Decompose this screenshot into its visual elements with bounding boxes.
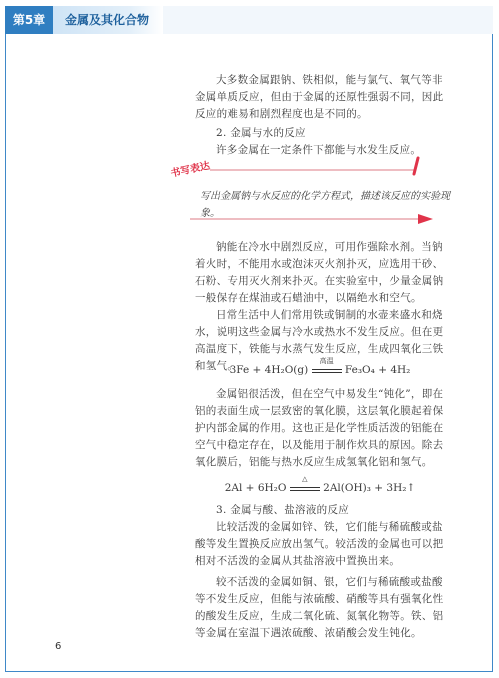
section3-heading: 3. 金属与酸、盐溶液的反应 [216, 504, 350, 516]
equation-2 [195, 475, 445, 497]
chapter-tag: 第5章 [5, 6, 53, 34]
intro-block [195, 72, 445, 159]
exercise-text: 写出金属钠与水反应的化学方程式，描述该反应的实验现象。 [200, 191, 450, 219]
intro-paragraph: 大多数金属跟钠、铁相似，能与氯气、氧气等非金属单质反应，但由于金属的还原性强弱不同，因此反应的难易和剧烈程度也是不同的。 [195, 74, 444, 120]
equation-1-arrow [312, 357, 342, 373]
section3-block [195, 502, 445, 642]
section3-paragraph-1: 比较活泼的金属如锌、铁，它们能与稀硫酸或盐酸等发生置换反应放出氢气。较活泼的金属也可以把相对不活泼的金属从其盐溶液中置换出来。 [195, 521, 444, 567]
exercise-badge: 书写表达 [169, 160, 212, 180]
equation-1-condition: 高温 [319, 357, 334, 365]
equation-1-right: Fe₃O₄ + 4H₂ [344, 364, 411, 376]
body-paragraph-1: 钠能在冷水中剧烈反应，可用作强除水剂。当钠着火时，不能用水或泡沫灭火剂扑灭，应选用干砂、石粉、专用灭火剂来扑灭。在实验室中，少量金属钠一般保存在煤油或石蜡油中，以隔绝水和空气。 [195, 241, 444, 304]
chapter-header [5, 6, 493, 36]
exercise-bottom-line [190, 212, 435, 226]
equation-2-left: 2Al + 6H₂O [224, 482, 287, 494]
section2-lead: 许多金属在一定条件下都能与水发生反应。 [216, 144, 422, 156]
equation-2-arrow [290, 475, 320, 491]
equation-2-right: 2Al(OH)₃ + 3H₂↑ [323, 482, 416, 494]
body-paragraph-2: 日常生活中人们常用铁或铜制的水壶来盛水和烧水，说明这些金属与冷水或热水不发生反应。但在更高温度下，铁能与水蒸气发生反应，生成四氧化三铁和氢气。 [195, 309, 444, 372]
chapter-title: 金属及其化合物 [53, 6, 163, 34]
body2-paragraph: 金属铝很活泼，但在空气中易发生“钝化”，即在铝的表面生成一层致密的氧化膜，这层氧化膜起着保护内部金属的作用。这也正是化学性质活泼的铝能在空气中稳定存在，以及能用于制作炊具的原因。除去氧化膜后，铝能与热水反应生成氢氧化铝和氢气。 [195, 388, 444, 468]
equation-1-left: 3Fe + 4H₂O(g) [229, 364, 309, 376]
equation-1 [195, 357, 445, 379]
page-number: 6 [55, 641, 62, 652]
section3-paragraph-2: 较不活泼的金属如铜、银，它们与稀硫酸或盐酸等不发生反应，但能与浓硫酸、硝酸等具有强氧化性的酸发生反应，生成二氧化硫、氮氧化物等。铁、铝等金属在室温下遇浓硫酸、浓硝酸会发生钝化。 [195, 576, 444, 639]
body2-block [195, 386, 445, 471]
section2-heading: 2. 金属与水的反应 [216, 127, 306, 139]
equation-2-condition: △ [302, 475, 308, 483]
header-bar [163, 6, 493, 34]
